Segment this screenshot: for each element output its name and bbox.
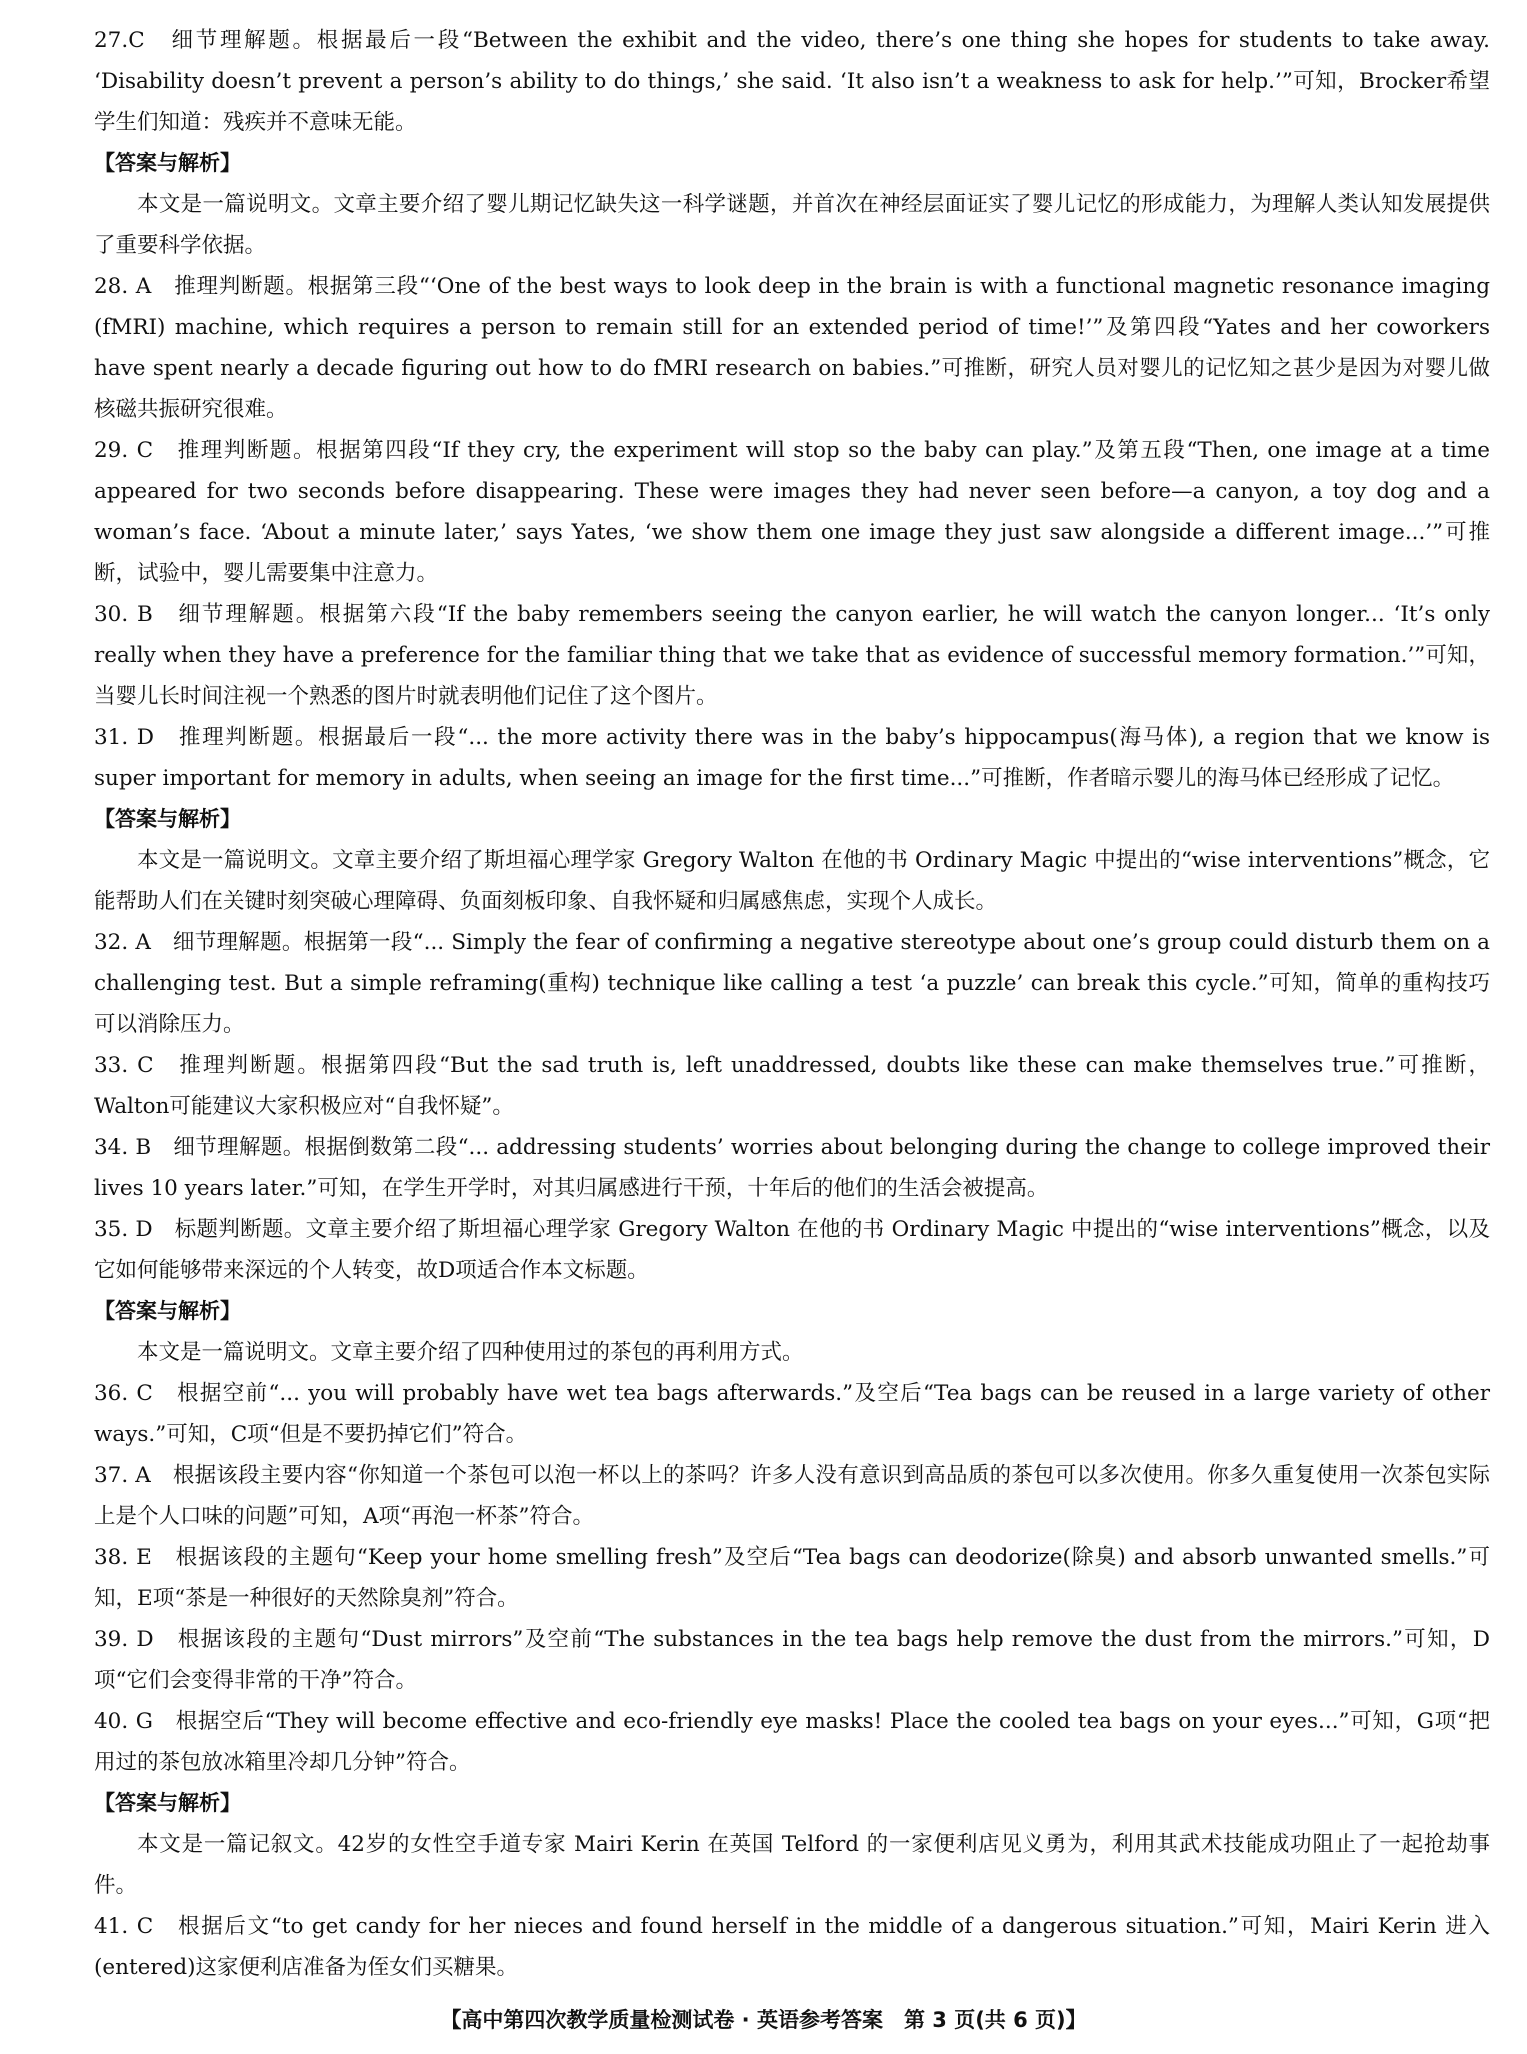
answer-item: [94, 1537, 1490, 1619]
answer-item: [94, 1701, 1490, 1783]
answer-text: 38. E 根据该段的主题句“Keep your home smelling fresh”及空后“Tea bags can deodorize(除臭) and absorb unwanted smells.”可知，E项“茶是一种很好的天然除臭剂”符合。: [94, 1545, 1490, 1611]
answer-text: 39. D 根据该段的主题句“Dust mirrors”及空前“The substances in the tea bags help remove the dust from the mirrors.”可知，D项“它们会变得非常的干净”符合。: [94, 1627, 1490, 1693]
passage-summary: 本文是一篇说明文。文章主要介绍了四种使用过的茶包的再利用方式。: [137, 1340, 804, 1365]
answer-text: 33. C 推理判断题。根据第四段“But the sad truth is, left unaddressed, doubts like these can make themselves true.”可推断，Walton可能建议大家积极应对“自我怀疑”。: [94, 1053, 1490, 1119]
section-heading: 【答案与解析】: [94, 1791, 241, 1815]
answer-text: 35. D 标题判断题。文章主要介绍了斯坦福心理学家 Gregory Walton 在他的书 Ordinary Magic 中提出的“wise interventions”概念，以及它如何能够带来深远的个人转变，故D项适合作本文标题。: [94, 1217, 1490, 1283]
passage-summary: 本文是一篇记叙文。42岁的女性空手道专家 Mairi Kerin 在英国 Telford 的一家便利店见义勇为，利用其武术技能成功阻止了一起抢劫事件。: [94, 1832, 1490, 1898]
answer-text: 34. B 细节理解题。根据倒数第二段“... addressing students’ worries about belonging during the change to college improved their lives 10 years later.”可知，在学生开学时，对其归属感进行干预，十年后的他们的生活会被提高。: [94, 1135, 1490, 1201]
passage-summary: 本文是一篇说明文。文章主要介绍了婴儿期记忆缺失这一科学谜题，并首次在神经层面证实了婴儿记忆的形成能力，为理解人类认知发展提供了重要科学依据。: [94, 192, 1490, 258]
answer-content: [94, 20, 1490, 1988]
answer-text: 31. D 推理判断题。根据最后一段“... the more activity there was in the baby’s hippocampus(海马体), a region that we know is super important for memory in adults, when seeing an image for the first time...”可推断，作者暗示婴儿的海马体已经形成了记忆。: [94, 725, 1490, 791]
answer-item: [94, 717, 1490, 799]
answer-item: [94, 1209, 1490, 1291]
answer-item: [94, 1619, 1490, 1701]
answer-text: 40. G 根据空后“They will become effective and eco-friendly eye masks! Place the cooled tea bags on your eyes...”可知，G项“把用过的茶包放冰箱里冷却几分钟”符合。: [94, 1709, 1490, 1775]
answer-item: [94, 1906, 1490, 1988]
answer-text: 30. B 细节理解题。根据第六段“If the baby remembers seeing the canyon earlier, he will watch the canyon longer... ‘It’s only really when they have a preference for the familiar thing that we take that as evidence of successful memory formation.’”可知，当婴儿长时间注视一个熟悉的图片时就表明他们记住了这个图片。: [94, 602, 1490, 709]
answer-text: 41. C 根据后文“to get candy for her nieces and found herself in the middle of a dangerous situation.”可知，Mairi Kerin 进入(entered)这家便利店准备为侄女们买糖果。: [94, 1914, 1490, 1980]
answer-item: [94, 430, 1490, 594]
page-footer: 【高中第四次教学质量检测试卷 · 英语参考答案 第 3 页(共 6 页)】: [440, 2008, 1087, 2032]
answer-item: [94, 20, 1490, 143]
answer-item: [94, 1045, 1490, 1127]
section-heading: 【答案与解析】: [94, 807, 241, 831]
answer-item: [94, 266, 1490, 430]
answer-text: 32. A 细节理解题。根据第一段“... Simply the fear of confirming a negative stereotype about one’s group could disturb them on a challenging test. But a simple reframing(重构) technique like calling a test ‘a puzzle’ can break this cycle.”可知，简单的重构技巧可以消除压力。: [94, 930, 1490, 1037]
answer-text: 27.C 细节理解题。根据最后一段“Between the exhibit and the video, there’s one thing she hopes for students to take away. ‘Disability doesn’t prevent a person’s ability to do things,’ she said. ‘It also isn’t a weakness to ask for help.’”可知，Brocker希望学生们知道：残疾并不意味无能。: [94, 28, 1490, 135]
answer-text: 36. C 根据空前“... you will probably have wet tea bags afterwards.”及空后“Tea bags can be reused in a large variety of other ways.”可知，C项“但是不要扔掉它们”符合。: [94, 1381, 1490, 1447]
answer-item: [94, 594, 1490, 717]
section-heading: 【答案与解析】: [94, 151, 241, 175]
answer-item: [94, 1455, 1490, 1537]
passage-summary: 本文是一篇说明文。文章主要介绍了斯坦福心理学家 Gregory Walton 在他的书 Ordinary Magic 中提出的“wise interventions”概念，它能帮助人们在关键时刻突破心理障碍、负面刻板印象、自我怀疑和归属感焦虑，实现个人成长。: [94, 848, 1490, 914]
answer-item: [94, 1373, 1490, 1455]
answer-text: 37. A 根据该段主要内容“你知道一个茶包可以泡一杯以上的茶吗？许多人没有意识到高品质的茶包可以多次使用。你多久重复使用一次茶包实际上是个人口味的问题”可知，A项“再泡一杯茶”符合。: [94, 1463, 1490, 1529]
answer-item: [94, 922, 1490, 1045]
answer-text: 28. A 推理判断题。根据第三段“‘One of the best ways to look deep in the brain is with a functional magnetic resonance imaging (fMRI) machine, which requires a person to remain still for an extended period of time!’”及第四段“Yates and her coworkers have spent nearly a decade figuring out how to do fMRI research on babies.”可推断，研究人员对婴儿的记忆知之甚少是因为对婴儿做核磁共振研究很难。: [94, 274, 1490, 422]
answer-item: [94, 1127, 1490, 1209]
section-heading: 【答案与解析】: [94, 1299, 241, 1323]
answer-text: 29. C 推理判断题。根据第四段“If they cry, the experiment will stop so the baby can play.”及第五段“Then, one image at a time appeared for two seconds before disappearing. These were images they had never seen before—a canyon, a toy dog and a woman’s face. ‘About a minute later,’ says Yates, ‘we show them one image they just saw alongside a different image...’”可推断，试验中，婴儿需要集中注意力。: [94, 438, 1490, 586]
